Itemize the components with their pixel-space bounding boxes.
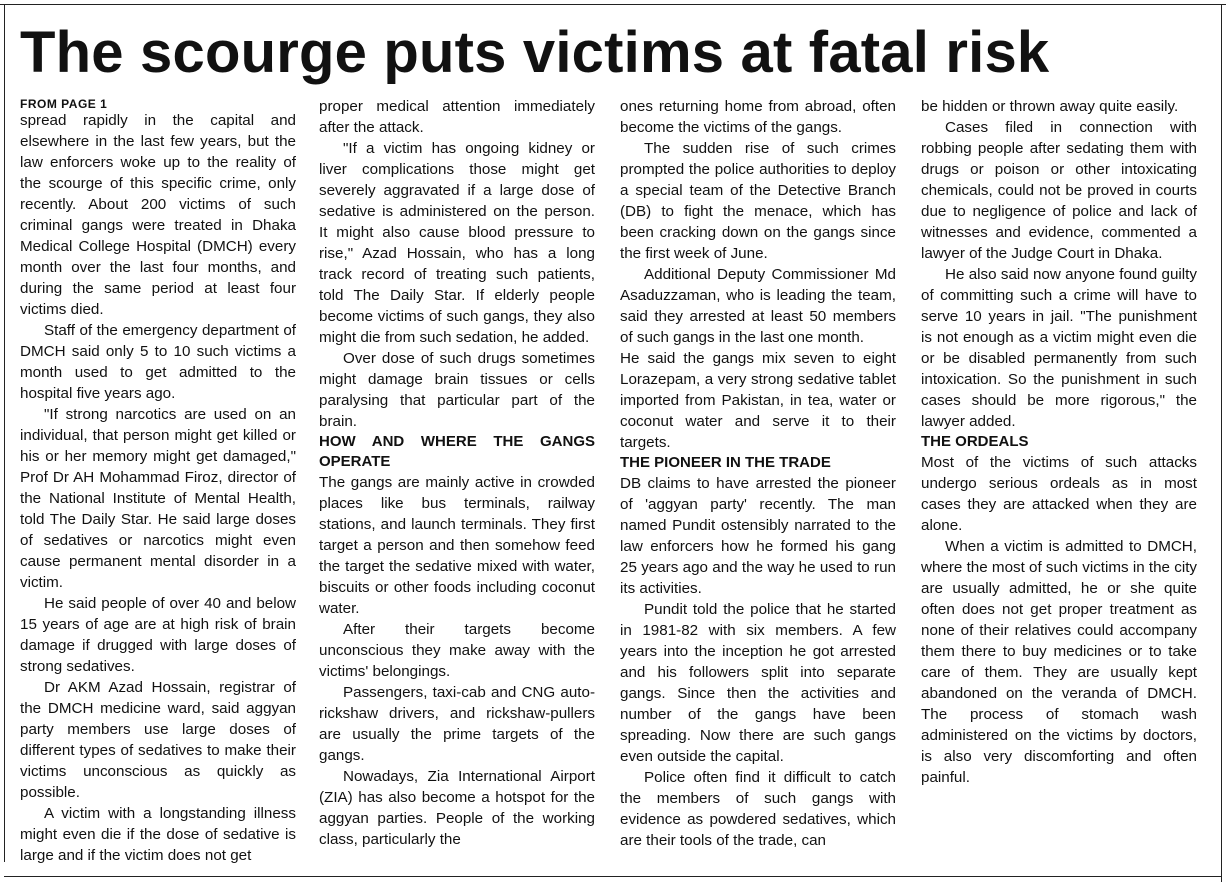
column-1 (20, 96, 296, 876)
page-reference: FROM PAGE 1 (20, 97, 108, 111)
left-rule (4, 4, 5, 862)
paragraph: Dr AKM Azad Hossain, registrar of the DMCH medicine ward, said aggyan party members use large doses of different types of sedatives to make their victims unconscious as quickly as possible. (20, 679, 296, 801)
paragraph: When a victim is admitted to DMCH, where the most of such victims in the city are usually admitted, he or she quite often does not get proper treatment as none of their relatives could accompany them there to buy medicines or to take care of them. They are usually kept abandoned on the veranda of DMCH. The process of stomach wash administered on the victims by doctors, is also very discomforting and often painful. (921, 538, 1197, 786)
paragraph: The gangs are mainly active in crowded places like bus terminals, railway stations, and launch terminals. They first target a person and then somehow feed the target the sedative mixed with water, biscuits or other foods including coconut water. (319, 474, 595, 617)
subheading: THE PIONEER IN THE TRADE (620, 454, 831, 471)
paragraph: A victim with a longstanding illness might even die if the dose of sedative is large and if the victim does not get (20, 805, 296, 864)
right-rule (1221, 4, 1222, 882)
column-2 (319, 96, 595, 876)
headline: The scourge puts victims at fatal risk (20, 20, 1050, 85)
subheading: THE ORDEALS (921, 433, 1029, 450)
paragraph: Over dose of such drugs sometimes might damage brain tissues or cells paralysing that particular part of the brain. (319, 350, 595, 430)
paragraph: Nowadays, Zia International Airport (ZIA) has also become a hotspot for the aggyan parties. People of the working class, particularly the (319, 768, 595, 848)
bottom-rule (4, 876, 1222, 877)
paragraph: be hidden or thrown away quite easily. (921, 98, 1179, 115)
paragraph: After their targets become unconscious they make away with the victims' belongings. (319, 621, 595, 680)
paragraph: Most of the victims of such attacks undergo serious ordeals as in most cases they are attacked when they are alone. (921, 454, 1197, 534)
column-4 (921, 96, 1197, 876)
top-rule (0, 4, 1226, 5)
paragraph: Passengers, taxi-cab and CNG auto-rickshaw drivers, and rickshaw-pullers are usually the prime targets of the gangs. (319, 684, 595, 764)
paragraph: The sudden rise of such crimes prompted the police authorities to deploy a special team of the Detective Branch (DB) to fight the menace, which has been cracking down on the gangs since the first week of June. (620, 140, 896, 262)
paragraph: proper medical attention immediately after the attack. (319, 98, 595, 136)
paragraph: "If strong narcotics are used on an individual, that person might get killed or his or her memory might get damaged," Prof Dr AH Mohammad Firoz, director of the National Institute of Mental Health, told The Daily Star. He said large doses of sedatives or narcotics might even cause permanent mental disorder in a victim. (20, 406, 296, 591)
paragraph: spread rapidly in the capital and elsewhere in the last few years, but the law enforcers woke up to the reality of the scourge of this specific crime, only recently. About 200 victims of such criminal gangs were treated in Dhaka Medical College Hospital (DMCH) every month over the last four months, and during the same period at least four victims died. (20, 112, 296, 318)
paragraph: Cases filed in connection with robbing people after sedating them with drugs or poison or other intoxicating chemicals, could not be proved in courts due to negligence of police and lack of witnesses and evidence, commented a lawyer of the Judge Court in Dhaka. (921, 119, 1197, 262)
paragraph: He said people of over 40 and below 15 years of age are at high risk of brain damage if drugged with large doses of strong sedatives. (20, 595, 296, 675)
subheading: HOW AND WHERE THE GANGS OPERATE (319, 433, 595, 470)
paragraph: DB claims to have arrested the pioneer of 'aggyan party' recently. The man named Pundit ostensibly narrated to the law enforcers how he formed his gang 25 years ago and the way he used to run its activities. (620, 475, 896, 597)
paragraph: Pundit told the police that he started in 1981-82 with six members. A few years into the inception he got arrested and his followers split into separate gangs. Since then the activities and number of the gangs have been spreading. Now there are such gangs even outside the capital. (620, 601, 896, 765)
column-3 (620, 96, 896, 876)
paragraph: ones returning home from abroad, often become the victims of the gangs. (620, 98, 896, 136)
paragraph: Police often find it difficult to catch the members of such gangs with evidence as powdered sedatives, which are their tools of the trade, can (620, 769, 896, 849)
paragraph: "If a victim has ongoing kidney or liver complications those might get severely aggravated if a large dose of sedative is administered on the person. It might also cause blood pressure to rise," Azad Hossain, who has a long track record of treating such patients, told The Daily Star. If elderly people become victims of such gangs, they also might die from such sedation, he added. (319, 140, 595, 346)
paragraph: Staff of the emergency department of DMCH said only 5 to 10 such victims a month used to get admitted to the hospital five years ago. (20, 322, 296, 402)
paragraph: Additional Deputy Commissioner Md Asaduzzaman, who is leading the team, said they arrested at least 50 members of such gangs in the last one month. (620, 266, 896, 346)
paragraph: He also said now anyone found guilty of committing such a crime will have to serve 10 years in jail. "The punishment is not enough as a victim might even die or be disabled permanently from such intoxication. So the punishment in such cases should be more rigorous," the lawyer added. (921, 266, 1197, 430)
paragraph: He said the gangs mix seven to eight Lorazepam, a very strong sedative tablet imported from Pakistan, in tea, water or coconut water and serve it to their targets. (620, 350, 896, 451)
